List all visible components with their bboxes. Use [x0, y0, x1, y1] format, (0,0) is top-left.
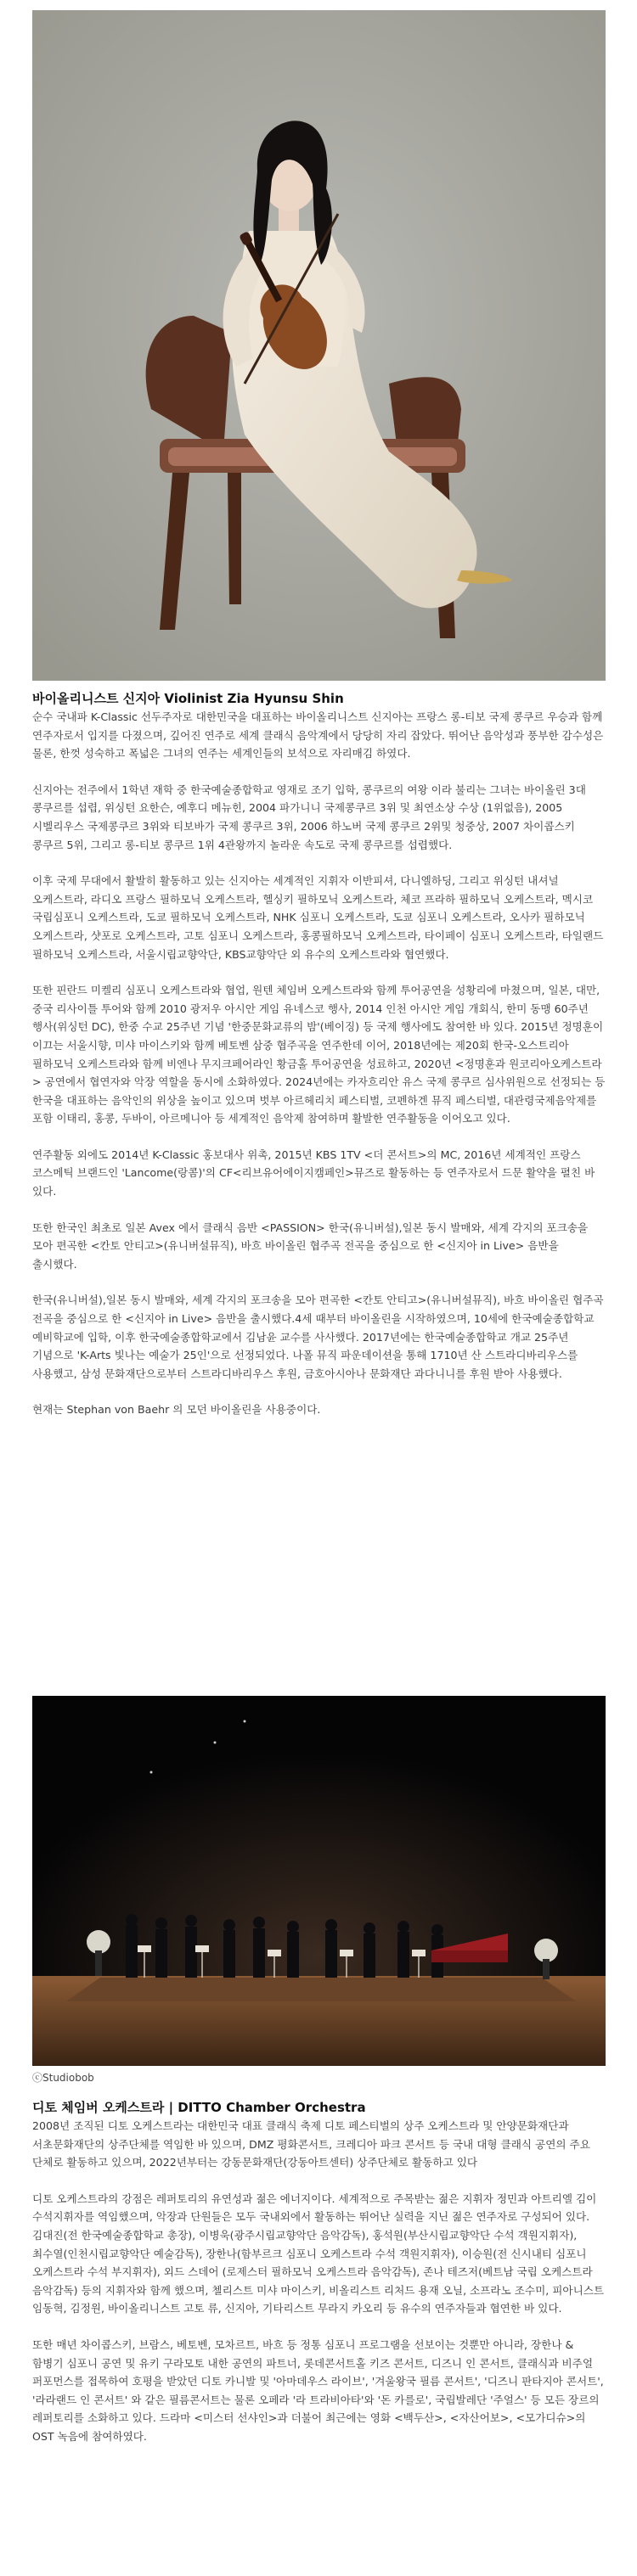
concert-illustration: [32, 1696, 606, 2066]
soloist-paragraph: 연주활동 외에도 2014년 K-Classic 홍보대사 위촉, 2015년 KBS 1TV <더 콘서트>의 MC, 2016년 세계적인 프랑스 코스메틱 브랜드인 'Lancome(랑콤)'의 CF<리브유어에이지캠페인>뮤즈로 활동하는 등 연주자로서 드문 활약을 펼친 바 있다.: [32, 1148, 595, 1198]
violinist-portrait-image: [32, 10, 606, 681]
soloist-paragraph: 또한 한국인 최초로 일본 Avex 에서 클래식 음반 <PASSION> 한국(유니버설),일본 동시 발매와, 세계 각지의 포크송을 모아 편곡한 <칸토 안티고>(유니버설뮤직), 바흐 바이올린 협주곡 전곡을 중심으로 한 <신지아 in Live> 음반을 출시했다.: [32, 1221, 589, 1271]
soloist-paragraph: 이후 국제 무대에서 활발히 활동하고 있는 신지아는 세계적인 지휘자 이반피셔, 다니엘하딩, 그리고 위싱턴 내셔널 오케스트라, 라디오 프랑스 필하모닉 오케스트라, 헬싱키 필하모닉 오케스트라, 체코 프라하 필하모닉 오케스트라, 멕시코 국립심포니 오케스트라, 도쿄 필하모닉 오케스트라, NHK 심포니 오케스트라, 도쿄 심포니 오케스트라, 오사카 필하모닉 오케스트라, 샷포로 오케스트라, 고토 심포니 오케스트라, 홍콩필하모닉 오케스트라, 타이페이 심포니 오케스트라, 타일랜드 필하모닉 오케스트라, 서울시립교향악단, KBS교향악단 외 유수의 오케스트라와 협연했다.: [32, 874, 604, 961]
ditto-paragraph: 또한 매년 차이콥스키, 브람스, 베토벤, 모차르트, 바흐 등 정통 심포니 프로그램을 선보이는 것뿐만 아니라, 장한나 & 함병기 심포니 공연 및 유키 구라모토 내한 공연의 파트너, 롯데콘서트홀 키즈 콘서트, 디즈니 인 콘서트, 클래식과 비주얼 퍼포먼스를 접목하여 호평을 받았던 디토 카니발 및 '아마데우스 라이브', '겨울왕국 필름 콘서트', '디즈니 판타지아 콘서트', '라라랜드 인 콘서트' 와 같은 필름콘서트는 물론 오페라 '라 트라비아타'와 '돈 카를로', 국립발레단 '주얼스' 등 모든 장르의 레퍼토리를 소화하고 있다. 드라마 <미스터 선샤인>과 더불어 최근에는 영화 <백두산>, <자산어보>, <모가디슈>의 OST 녹음에 참여하였다.: [32, 2337, 604, 2443]
soloist-paragraph: 한국(유니버설),일본 동시 발매와, 세계 각지의 포크송을 모아 편곡한 <칸토 안티고>(유니버설뮤직), 바흐 바이올린 협주곡 전곡을 중심으로 한 <신지아 in Live> 음반을 출시했다.4세 때부터 바이올린을 시작하였으며, 10세에 한국예술종합학교 예비학교에 입학, 이후 한국예술종합학교에서 김남윤 교수를 사사했다. 2017년에는 한국예술종합학교 개교 25주년 기념으로 'K-Arts 빛나는 예술가 25인'으로 선정되었다. 나폴 뮤직 파운데이션을 통해 1710년 산 스트라디바리우스를 사용했고, 삼성 문화재단으로부터 스트라디바리우스 후원, 금호아시아나 문화재단 과다니니를 후원 받아 사용했다.: [32, 1294, 604, 1380]
ditto-section: [32, 2098, 606, 2446]
soloist-title: 바이올리니스트 신지아 Violinist Zia Hyunsu Shin: [32, 691, 344, 706]
soloist-paragraph: 순수 국내파 K-Classic 선두주자로 대한민국을 대표하는 바이올리니스트 신지아는 프랑스 롱-티보 국제 콩쿠르 우승과 함께 연주자로서 입지를 다졌으며, 깊어진 연주로 세계 클래식 음악계에서 당당히 자리 잡았다. 뛰어난 음악성과 풍부한 감수성은 물론, 한껏 성숙하고 폭넓은 그녀의 연주는 세계인들의 보석으로 자리매김 하였다.: [32, 710, 604, 760]
soloist-paragraph: 신지아는 전주에서 1학년 재학 중 한국예술종합학교 영재로 조기 입학, 콩쿠르의 여왕 이라 불리는 그녀는 바이올린 3대 콩쿠르를 섭렵, 위싱턴 요한슨, 예후디 메뉴힌, 2004 파가니니 국제콩쿠르 3위 및 최연소상 수상 (1위없음), 2005 시벨리우스 국제콩쿠르 3위와 티보바가 국제 콩쿠르 3위, 2006 하노버 국제 콩쿠르 2위및 청중상, 2007 차이콥스키 콩쿠르 5위, 그리고 롱-티보 콩쿠르 1위 4관왕까지 놀라운 속도로 국제 콩쿠르를 섭렵했다.: [32, 783, 586, 851]
chamber-orchestra-concert-image: [32, 1696, 606, 2066]
portrait-illustration: [32, 10, 606, 681]
photo-credit: ⓒStudiobob: [32, 2072, 94, 2084]
soloist-paragraph: 현재는 Stephan von Baehr 의 모던 바이올린을 사용중이다.: [32, 1403, 321, 1417]
soloist-paragraph: 또한 핀란드 미켈리 심포니 오케스트라와 협업, 원텐 체임버 오케스트라와 함께 투어공연을 성황리에 마쳤으며, 일본, 대만, 중국 리사이틀 투어와 함께 2010 광저우 아시안 게임 유네스코 행사, 2014 인천 아시안 게임 개회식, 한미 동맹 60주년 행사(위싱턴 DC), 한중 수교 25주년 기념 '한중문화교류의 밤'(베이징) 등 국제 행사에도 참여한 바 있다. 2015년 정명훈이 이끄는 서울시향, 미샤 마이스키와 함께 베토벤 삼중 협주곡을 연주한데 이어, 2018년에는 제20회 한국-오스트리아 필하모닉 오케스트라와 함께 비엔나 무지크페어라인 황금홀 투어공연을 성료하고, 2020년 <정명훈과 원코리아오케스트라> 공연에서 협연자와 악장 역할을 동시에 소화하였다. 2024년에는 카자흐리안 유스 국제 콩쿠르 심사위원으로 선정되는 등 한국을 대표하는 음악인의 위상을 높이고 있으며 벗부 아르헤리치 페스티벌, 코펜하겐 뮤직 페스티벌, 대관령국제음악제를 포함 이태리, 홍콩, 두바이, 아르메니아 등 세계적인 음악제 참여하며 활발한 연주활동을 이어오고 있다.: [32, 984, 606, 1125]
ditto-paragraph: 디토 오케스트라의 강점은 레퍼토리의 유연성과 젊은 에너지이다. 세계적으로 주목받는 젊은 지휘자 정민과 아트리엘 김이 수석지휘자를 역임했으며, 악장과 단원들은 모두 국내외에서 활동하는 뛰어난 실력을 지닌 젊은 연주자로 구성되어 있다. 김대진(전 한국예술종합학교 총장), 이병욱(광주시립교향악단 음악감독), 홍석원(부산시립교향악단 수석 객원지휘자), 최수열(인천시립교향악단 예술감독), 장한나(함부르크 심포니 오케스트라 수석 객원지휘자), 이승원(전 신시내티 심포니 오케스트라 수석 부지휘자), 외드 스데어 (로제스터 필하모닉 오케스트라 음악감독), 존나 테즈저(베트남 국립 오케스트라 음악감독) 등의 지휘자와 함께 했으며, 첼리스트 미샤 마이스키, 비올리스트 리처드 용재 오닐, 소프라노 조수미, 피아니스트 임동혁, 김정원, 바이올리니스트 고토 류, 신지아, 기타리스트 무라지 카오리 등 유수의 연주자들과 협연한 바 있다.: [32, 2192, 605, 2315]
ditto-title: 디토 체임버 오케스트라 | DITTO Chamber Orchestra: [32, 2100, 366, 2115]
soloist-section: [32, 689, 606, 1419]
ditto-paragraph: 2008년 조직된 디토 오케스트라는 대한민국 대표 클래식 축제 디토 페스티벌의 상주 오케스트라 및 안양문화재단과 서초문화재단의 상주단체를 역임한 바 있으며, DMZ 평화콘서트, 크레디아 파크 콘서트 등 국내 대형 클래식 공연의 주요 단체로 활동하고 있으며, 2022년부터는 강동문화재단(강동아트센터) 상주단체로 활동하고 있다: [32, 2119, 590, 2169]
